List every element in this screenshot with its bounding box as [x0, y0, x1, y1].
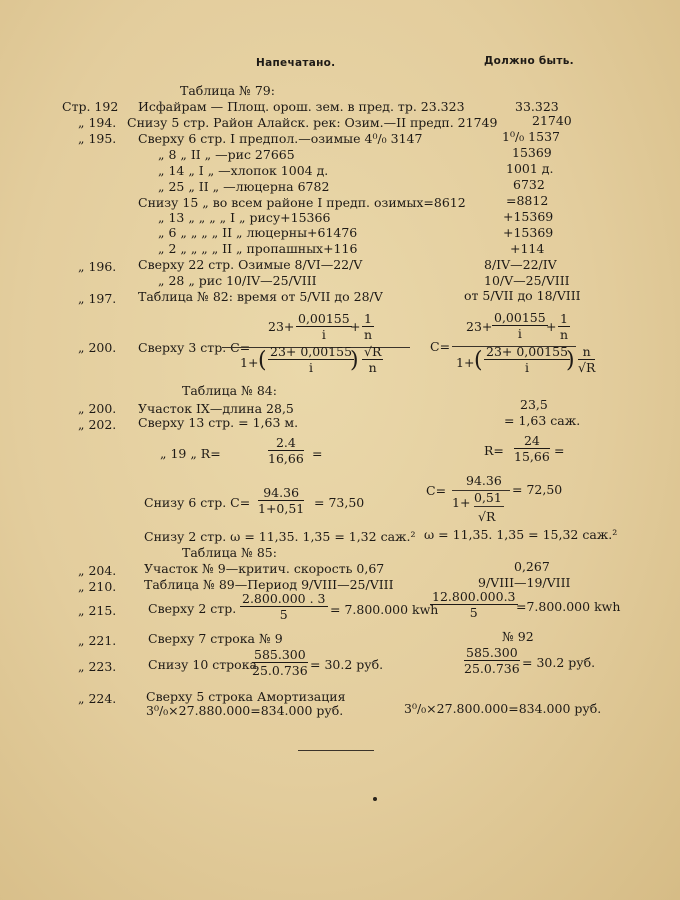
row-224-correct: 3⁰/₀×27.800.000=834.000 руб.: [404, 701, 602, 716]
row-195-sub-7: „ 2 „ „ „ „ II „ пропашных+116: [158, 241, 358, 256]
row-200f-prefix: Сверху 3 стр. C=: [138, 340, 251, 355]
row-194-printed: Снизу 5 стр. Район Алайск. рек: Озим.—II предп. 21749: [127, 115, 498, 130]
row-223-printed-result: = 30.2 руб.: [310, 657, 384, 672]
row-195-page: „ 195.: [78, 131, 117, 146]
row-196b-correct: 10/V—25/VIII: [484, 273, 570, 288]
row-2-correct: ω = 11,35. 1,35 = 15,32 саж.²: [424, 527, 618, 542]
row-195-sub-5: „ 13 „ „ „ „ I „ рису+15366: [158, 210, 331, 225]
row-195-sub-3: „ 25 „ II „ —люцерна 6782: [158, 179, 330, 194]
row-2-printed: Снизу 2 стр. ω = 11,35. 1,35 = 1,32 саж.²: [144, 529, 416, 544]
table-79-title: Таблица № 79:: [180, 83, 275, 98]
formula-right-frac2: $\frac{1}{n}$: [559, 311, 568, 342]
row-202b-prefix: „ 19 „ R=: [160, 446, 221, 461]
row-223-printed-prefix: Снизу 10 строка: [148, 657, 257, 672]
row-204-printed: Участок № 9—критич. скорость 0,67: [144, 561, 385, 576]
row-6-frac: $\frac{94.36}{1+0,51}$: [258, 485, 305, 516]
formula-left-inner-frac: $\frac{23+ 0,00155}{i}$: [270, 344, 353, 375]
header-should-be: Должно быть.: [484, 55, 574, 67]
row-194-page: „ 194.: [78, 115, 117, 130]
formula-right-sqrt-frac: $\frac{n}{√R}$: [578, 344, 596, 375]
formula-left-one-plus: 1+: [240, 355, 259, 370]
row-210-printed: Таблица № 89—Период 9/VIII—25/VIII: [144, 577, 394, 592]
row-202b-eq: =: [312, 446, 323, 461]
row-195-sub-4: Снизу 15 „ во всем районе I предп. озимых=8612: [138, 195, 466, 210]
table-85-title: Таблица № 85:: [182, 545, 277, 560]
row-200-page: „ 200.: [78, 401, 117, 416]
row-223-printed-frac: $\frac{585.300}{25.0.736}$: [252, 647, 308, 678]
row-195-sub-6-correct: +15369: [503, 225, 554, 240]
row-195-sub-2-correct: 1001 д.: [506, 161, 554, 176]
row-224-page: „ 224.: [78, 691, 117, 706]
row-210-correct: 9/VIII—19/VIII: [478, 575, 571, 590]
row-195-sub-2: „ 14 „ I „ —хлопок 1004 д.: [158, 163, 329, 178]
row-215-correct-frac: $\frac{12.800.000.3}{5}$: [432, 589, 516, 620]
row-202-correct: = 1,63 саж.: [504, 413, 581, 428]
row-6-prefix: Снизу 6 стр. C=: [144, 495, 251, 510]
row-221-correct: № 92: [502, 629, 534, 644]
row-192-printed: Исфайрам — Площ. орош. зем. в пред. тр. 23.323: [138, 99, 465, 114]
row-6-rresult: = 72,50: [512, 482, 563, 497]
formula-right-paren-open: (: [474, 348, 483, 373]
row-204-correct: 0,267: [514, 559, 550, 574]
formula-left-top-23: 23+: [268, 319, 295, 334]
formula-left-paren-open: (: [258, 348, 267, 373]
row-202b-rfrac: $\frac{24}{15,66}$: [514, 433, 550, 464]
row-6-rden1: 1+: [452, 495, 471, 510]
row-195-printed: Сверху 6 стр. I предпол.—озимые 4⁰/₀ 3147: [138, 131, 423, 146]
formula-left-sqrt-frac: $\frac{√R}{n}$: [364, 344, 382, 375]
row-196b-printed: „ 28 „ рис 10/IV—25/VIII: [158, 273, 317, 288]
row-215-printed-prefix: Сверху 2 стр.: [148, 601, 237, 616]
row-221-printed: Сверху 7 строка № 9: [148, 631, 283, 646]
row-6-rprefix: C=: [426, 483, 447, 498]
row-224-printed-line2: 3⁰/₀×27.880.000=834.000 руб.: [146, 703, 344, 718]
row-197-page: „ 197.: [78, 291, 117, 306]
formula-right-one-plus: 1+: [456, 355, 475, 370]
row-196-correct: 8/IV—22/IV: [484, 257, 557, 272]
row-200-correct: 23,5: [520, 397, 548, 412]
row-197-printed: Таблица № 82: время от 5/VII до 28/V: [138, 289, 383, 304]
formula-left-frac2: $\frac{1}{n}$: [363, 311, 372, 342]
row-6-rden2: 0,51: [474, 490, 502, 505]
closing-rule: [298, 750, 374, 751]
row-215-page: „ 215.: [78, 603, 117, 618]
row-202-printed: Сверху 13 стр. = 1,63 м.: [138, 415, 299, 430]
row-204-page: „ 204.: [78, 563, 117, 578]
row-223-page: „ 223.: [78, 659, 117, 674]
row-202-page: „ 202.: [78, 417, 117, 432]
row-195-sub-3-correct: 6732: [513, 177, 545, 192]
formula-left-paren-close: ): [350, 348, 359, 373]
row-6-result: = 73,50: [314, 495, 365, 510]
row-202b-rprefix: R=: [484, 443, 504, 458]
formula-right-plus: +: [546, 319, 557, 334]
header-printed: Напечатано.: [256, 57, 336, 69]
row-192-page: Стр. 192: [62, 99, 119, 114]
row-221-page: „ 221.: [78, 633, 117, 648]
row-196-page: „ 196.: [78, 259, 117, 274]
row-200f-page: „ 200.: [78, 340, 117, 355]
row-194-correct: 21740: [532, 113, 572, 128]
row-210-page: „ 210.: [78, 579, 117, 594]
row-215-printed-result: = 7.800.000 kwh: [330, 602, 439, 617]
formula-left-plus: +: [350, 319, 361, 334]
row-192-correct: 33.323: [515, 99, 559, 114]
row-195-sub-1-correct: 15369: [512, 145, 552, 160]
row-195-sub-7-correct: +114: [510, 241, 545, 256]
row-6-rden3: √R: [478, 509, 496, 524]
formula-right-top-23: 23+: [466, 319, 493, 334]
row-6-rbar2: [474, 506, 504, 507]
row-197-correct: от 5/VII до 18/VIII: [464, 288, 581, 303]
formula-left-frac1: $\frac{0,00155}{i}$: [298, 311, 350, 342]
formula-right-prefix: C=: [430, 339, 451, 354]
row-196-printed: Сверху 22 стр. Озимые 8/VI—22/V: [138, 257, 363, 272]
row-202b-req: =: [554, 443, 565, 458]
row-6-rnum: 94.36: [466, 473, 502, 488]
row-195-sub-4-correct: =8812: [506, 193, 549, 208]
ink-speck: [373, 797, 377, 801]
formula-right-inner-frac: $\frac{23+ 0,00155}{i}$: [486, 344, 569, 375]
table-84-title: Таблица № 84:: [182, 383, 277, 398]
row-215-printed-frac: $\frac{2.800.000 . 3}{5}$: [242, 591, 326, 622]
row-202b-frac: $\frac{2.4}{16,66}$: [268, 435, 304, 466]
row-195-sub-5-correct: +15369: [503, 209, 554, 224]
row-200-printed: Участок IX—длина 28,5: [138, 401, 294, 416]
row-224-printed-line1: Сверху 5 строка Амортизация: [146, 689, 346, 704]
row-195-sub-1: „ 8 „ II „ —рис 27665: [158, 147, 295, 162]
formula-right-frac1: $\frac{0,00155}{i}$: [494, 310, 546, 341]
formula-right-paren-close: ): [566, 348, 575, 373]
row-195-correct: 1⁰/₀ 1537: [502, 129, 560, 144]
row-223-correct-frac: $\frac{585.300}{25.0.736}$: [464, 645, 520, 676]
row-215-correct-result: =7.800.000 kwh: [516, 599, 621, 614]
row-195-sub-6: „ 6 „ „ „ „ II „ люцерны+61476: [158, 225, 358, 240]
row-223-correct-result: = 30.2 руб.: [522, 655, 596, 670]
